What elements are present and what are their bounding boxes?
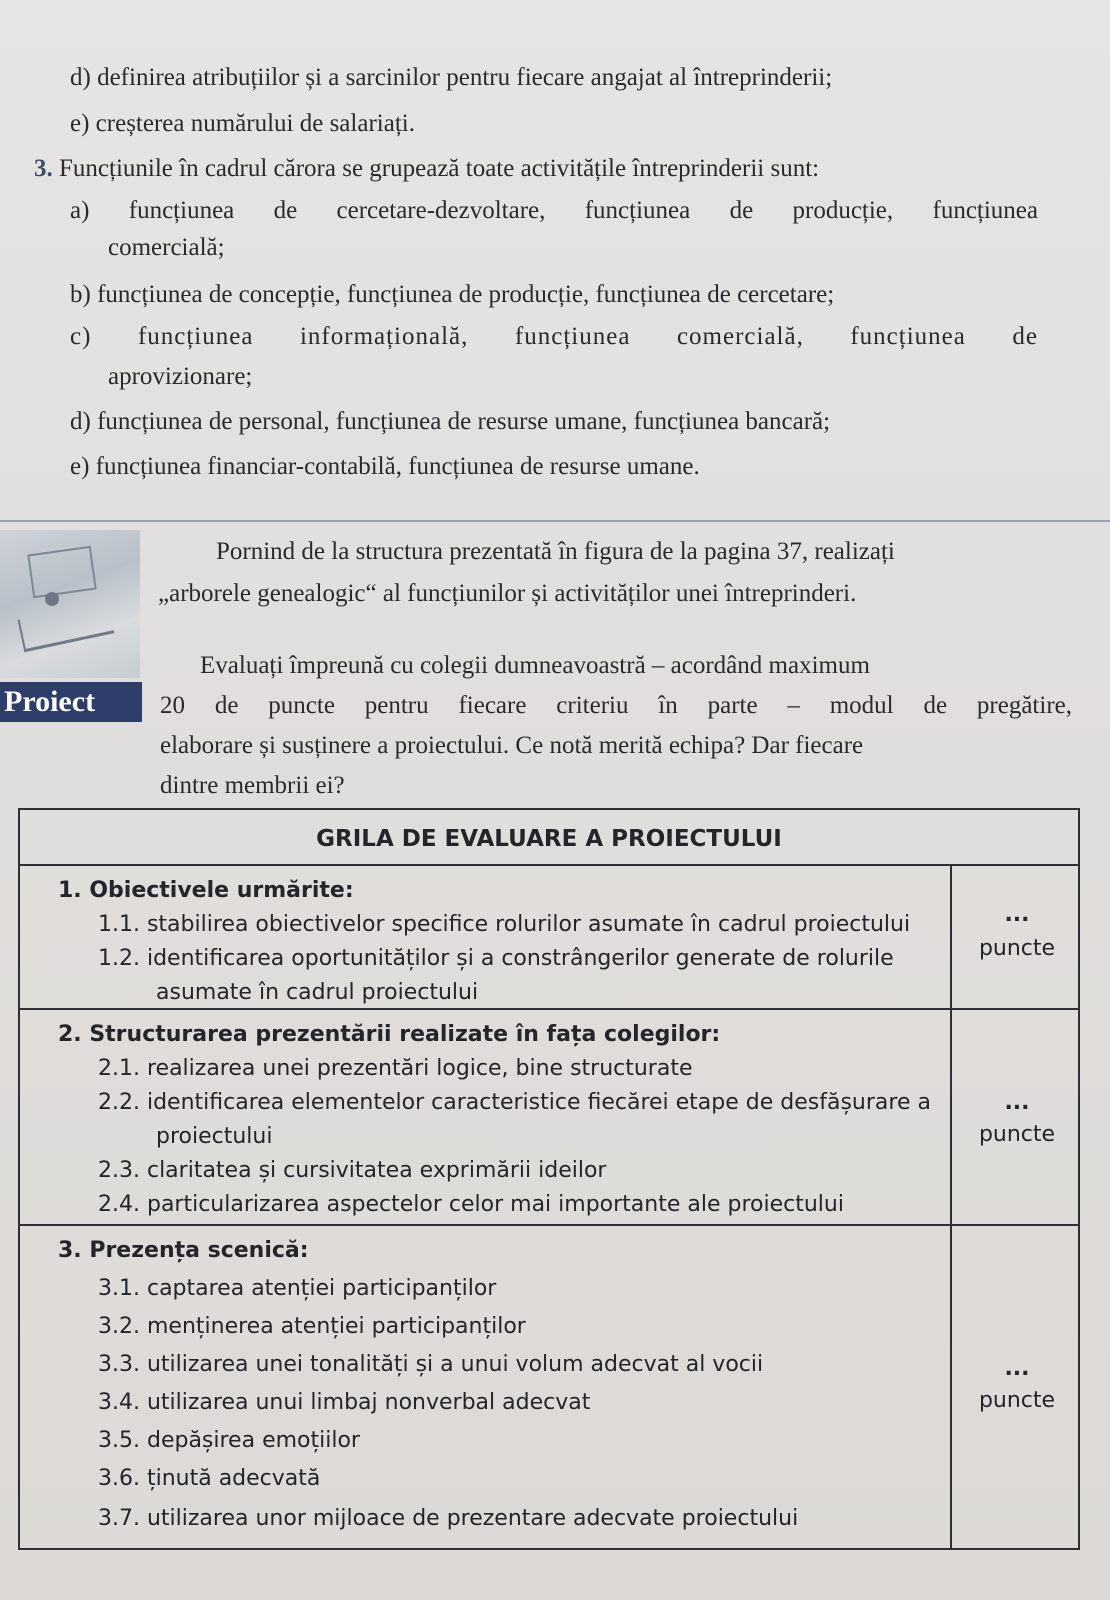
score-dots-2: ... — [1004, 1090, 1030, 1115]
q3-option-e: e) funcțiunea financiar-contabilă, funcțiunea de resurse umane. — [70, 453, 700, 480]
project-p2-line4: dintre membrii ei? — [160, 772, 345, 799]
criterion-3-5: 3.5. depășirea emoțiilor — [98, 1428, 360, 1453]
section-2-heading: 2. Structurarea prezentării realizate în fața colegilor: — [58, 1022, 721, 1047]
criterion-3-3: 3.3. utilizarea unei tonalități și a unui volum adecvat al vocii — [98, 1352, 764, 1377]
option-d-previous: d) definirea atribuțiilor și a sarcinilor pentru fiecare angajat al întreprinderii; — [70, 64, 833, 91]
grid-section-1 — [18, 864, 952, 1010]
project-p2-line2: 20 de puncte pentru fiecare criteriu în parte – modul de pregătire, — [160, 692, 1072, 719]
section-3-heading: 3. Prezența scenică: — [58, 1238, 309, 1263]
criterion-2-3: 2.3. claritatea și cursivitatea exprimării ideilor — [98, 1158, 607, 1183]
grid-section-3 — [18, 1224, 952, 1550]
q3-option-d: d) funcțiunea de personal, funcțiunea de resurse umane, funcțiunea bancară; — [70, 408, 831, 435]
score-cell-3 — [950, 1224, 1080, 1550]
criterion-3-4: 3.4. utilizarea unui limbaj nonverbal adecvat — [98, 1390, 591, 1415]
criterion-3-7: 3.7. utilizarea unor mijloace de prezentare adecvate proiectului — [98, 1506, 799, 1531]
q3-option-c-line2: aprovizionare; — [108, 363, 253, 390]
criterion-3-1: 3.1. captarea atenției participanților — [98, 1276, 497, 1301]
q3-option-a-line1: a) funcțiunea de cercetare-dezvoltare, funcțiunea de producție, funcțiunea — [70, 197, 1038, 224]
section-1-heading: 1. Obiectivele urmărite: — [58, 878, 354, 903]
score-dots-3: ... — [1004, 1356, 1030, 1381]
score-cell-1 — [950, 864, 1080, 1010]
score-points-3: puncte — [978, 1388, 1056, 1413]
question-text: Funcțiunile în cadrul cărora se grupează toate activitățile întreprinderii sunt: — [59, 155, 820, 182]
q3-option-b: b) funcțiunea de concepție, funcțiunea de producție, funcțiunea de cercetare; — [70, 281, 835, 308]
criterion-1-1: 1.1. stabilirea obiectivelor specifice rolurilor asumate în cadrul proiectului — [98, 912, 911, 937]
score-points-1: puncte — [978, 936, 1056, 961]
project-p2-line3: elaborare și susținere a proiectului. Ce notă merită echipa? Dar fiecare — [160, 732, 864, 759]
criterion-1-2: 1.2. identificarea oportunităților și a constrângerilor generate de rolurile — [98, 946, 894, 971]
score-points-2: puncte — [978, 1122, 1056, 1147]
section-divider — [0, 520, 1110, 522]
score-cell-2 — [950, 1008, 1080, 1226]
grid-title: GRILA DE EVALUARE A PROIECTULUI — [18, 808, 1080, 866]
question-number: 3. — [34, 155, 53, 182]
criterion-3-2: 3.2. menținerea atenției participanților — [98, 1314, 526, 1339]
evaluation-grid — [18, 808, 1080, 1568]
project-illustration — [0, 530, 140, 678]
q3-option-a-line2: comercială; — [108, 234, 225, 261]
score-dots-1: ... — [1004, 902, 1030, 927]
q3-option-c-line1: c) funcțiunea informațională, funcțiunea comercială, funcțiunea de — [70, 323, 1038, 350]
question-3 — [34, 155, 819, 183]
option-e-previous: e) creșterea numărului de salariați. — [70, 110, 415, 137]
criterion-2-2-cont: proiectului — [156, 1124, 273, 1149]
project-p1-line2: „arborele genealogic“ al funcțiunilor și activităților unei întreprinderi. — [158, 580, 857, 607]
criterion-2-2: 2.2. identificarea elementelor caracteristice fiecărei etape de desfășurare a — [98, 1090, 931, 1115]
criterion-3-6: 3.6. ținută adecvată — [98, 1466, 321, 1491]
criterion-2-1: 2.1. realizarea unei prezentări logice, bine structurate — [98, 1056, 693, 1081]
criterion-1-2-cont: asumate în cadrul proiectului — [156, 980, 479, 1005]
project-p2-line1: Evaluați împreună cu colegii dumneavoastră – acordând maximum — [200, 652, 870, 679]
project-label: Proiect — [0, 682, 142, 722]
criterion-2-4: 2.4. particularizarea aspectelor celor mai importante ale proiectului — [98, 1192, 844, 1217]
project-p1-line1: Pornind de la structura prezentată în figura de la pagina 37, realizați — [216, 538, 895, 565]
grid-section-2 — [18, 1008, 952, 1226]
